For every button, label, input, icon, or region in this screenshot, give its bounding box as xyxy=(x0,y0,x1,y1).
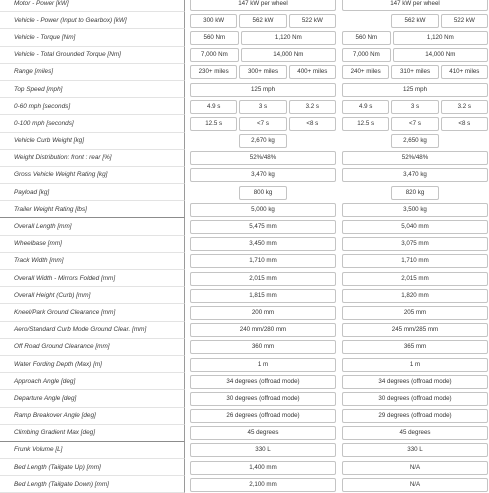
spec-label: Bed Length (Tailgate Down) [mm] xyxy=(0,476,185,493)
spec-row xyxy=(0,47,489,64)
value-cell: 1,820 mm xyxy=(342,289,488,303)
spec-label: Departure Angle [deg] xyxy=(0,390,185,407)
variant-b-values xyxy=(341,390,489,407)
spec-label: Bed Length (Tailgate Up) [mm] xyxy=(0,459,185,476)
value-group xyxy=(341,272,489,286)
spec-row xyxy=(0,442,489,459)
value-group xyxy=(341,340,489,354)
value-cell xyxy=(342,14,389,28)
value-group xyxy=(189,478,337,492)
value-cell: 26 degrees (offroad mode) xyxy=(190,409,336,423)
value-cell: 410+ miles xyxy=(441,65,488,79)
value-cell: 2,100 mm xyxy=(190,478,336,492)
variant-b-values xyxy=(341,115,489,132)
value-cell: 330 L xyxy=(342,443,488,457)
variant-a-values xyxy=(189,236,337,253)
value-group xyxy=(341,289,489,303)
value-group xyxy=(341,65,489,79)
spec-row xyxy=(0,115,489,132)
value-group xyxy=(189,426,337,440)
value-group xyxy=(341,31,489,45)
spec-label: Wheelbase [mm] xyxy=(0,236,185,253)
value-cell: 5,000 kg xyxy=(190,203,336,217)
value-group xyxy=(341,306,489,320)
value-cell: 7,000 Nm xyxy=(342,48,391,62)
variant-b-values xyxy=(341,64,489,81)
value-group xyxy=(341,168,489,182)
value-group xyxy=(189,65,337,79)
value-group xyxy=(341,375,489,389)
value-group xyxy=(189,168,337,182)
variant-b-values xyxy=(341,304,489,321)
variant-b-values xyxy=(341,29,489,46)
spec-row xyxy=(0,287,489,304)
value-group xyxy=(189,100,337,114)
spec-row xyxy=(0,322,489,339)
variant-b-values xyxy=(341,408,489,425)
spec-label: Trailer Weight Rating [lbs] xyxy=(0,201,185,218)
value-cell: 522 kW xyxy=(289,14,336,28)
variant-a-values xyxy=(189,218,337,235)
spec-row xyxy=(0,459,489,476)
spec-row xyxy=(0,184,489,201)
variant-b-values xyxy=(341,81,489,98)
variant-a-values xyxy=(189,476,337,493)
value-cell: 3,500 kg xyxy=(342,203,488,217)
variant-b-values xyxy=(341,167,489,184)
value-cell: 45 degrees xyxy=(342,426,488,440)
value-cell: 330 L xyxy=(190,443,336,457)
value-cell: 3,470 kg xyxy=(190,168,336,182)
variant-a-values xyxy=(189,81,337,98)
spec-label: Top Speed [mph] xyxy=(0,81,185,98)
value-cell: N/A xyxy=(342,478,488,492)
variant-a-values xyxy=(189,408,337,425)
spec-row xyxy=(0,425,489,442)
value-cell: 2,015 mm xyxy=(190,272,336,286)
value-cell: 560 Nm xyxy=(190,31,239,45)
value-group xyxy=(341,323,489,337)
value-cell: 522 kW xyxy=(441,14,488,28)
value-cell: 1,400 mm xyxy=(190,461,336,475)
value-group xyxy=(189,14,337,28)
value-cell: 147 kW per wheel xyxy=(190,0,336,11)
variant-b-values xyxy=(341,150,489,167)
variant-a-values xyxy=(189,390,337,407)
spec-label: Motor - Power [kW] xyxy=(0,0,185,12)
value-cell: N/A xyxy=(342,461,488,475)
value-cell: 230+ miles xyxy=(190,65,237,79)
spec-label: Vehicle - Torque [Nm] xyxy=(0,29,185,46)
value-cell: 34 degrees (offroad mode) xyxy=(342,375,488,389)
value-group xyxy=(189,461,337,475)
spec-label: Weight Distribution: front : rear [%] xyxy=(0,150,185,167)
spec-row xyxy=(0,408,489,425)
spec-row xyxy=(0,167,489,184)
value-cell: <8 s xyxy=(441,117,488,131)
value-cell: 300+ miles xyxy=(239,65,286,79)
variant-a-values xyxy=(189,322,337,339)
value-group xyxy=(341,358,489,372)
variant-b-values xyxy=(341,339,489,356)
value-group xyxy=(189,375,337,389)
value-group xyxy=(189,134,337,148)
spec-label: Aero/Standard Curb Mode Ground Clear. [mm] xyxy=(0,322,185,339)
spec-row xyxy=(0,304,489,321)
value-group xyxy=(189,443,337,457)
spec-label: Vehicle Curb Weight [kg] xyxy=(0,133,185,150)
spec-label: Vehicle - Power (Input to Gearbox) [kW] xyxy=(0,12,185,29)
value-group xyxy=(341,478,489,492)
value-group xyxy=(341,186,489,200)
variant-a-values xyxy=(189,304,337,321)
value-group xyxy=(189,31,337,45)
value-cell: 5,475 mm xyxy=(190,220,336,234)
spec-label: Track Width [mm] xyxy=(0,253,185,270)
value-cell: 245 mm/285 mm xyxy=(342,323,488,337)
spec-row xyxy=(0,339,489,356)
variant-b-values xyxy=(341,425,489,442)
value-group xyxy=(189,409,337,423)
spec-label: Kneel/Park Ground Clearance [mm] xyxy=(0,304,185,321)
variant-a-values xyxy=(189,425,337,442)
value-cell: 200 mm xyxy=(190,306,336,320)
value-group xyxy=(341,48,489,62)
variant-b-values xyxy=(341,218,489,235)
variant-b-values xyxy=(341,201,489,218)
value-cell: 800 kg xyxy=(239,186,287,200)
value-group xyxy=(341,100,489,114)
value-group xyxy=(341,443,489,457)
value-group xyxy=(189,220,337,234)
variant-a-values xyxy=(189,0,337,12)
variant-a-values xyxy=(189,356,337,373)
value-cell: 30 degrees (offroad mode) xyxy=(190,392,336,406)
value-cell: <7 s xyxy=(239,117,286,131)
value-group xyxy=(341,220,489,234)
spec-row xyxy=(0,356,489,373)
spec-label: Payload [kg] xyxy=(0,184,185,201)
value-cell: 3.2 s xyxy=(289,100,336,114)
spec-label: Frunk Volume [L] xyxy=(0,442,185,459)
variant-a-values xyxy=(189,287,337,304)
value-cell: 3 s xyxy=(391,100,438,114)
value-group xyxy=(341,0,489,11)
value-cell: 14,000 Nm xyxy=(241,48,336,62)
spec-label: Gross Vehicle Weight Rating [kg] xyxy=(0,167,185,184)
value-group xyxy=(341,117,489,131)
value-group xyxy=(189,237,337,251)
value-group xyxy=(341,409,489,423)
variant-a-values xyxy=(189,339,337,356)
value-group xyxy=(189,48,337,62)
value-group xyxy=(189,186,337,200)
variant-b-values xyxy=(341,253,489,270)
value-group xyxy=(341,237,489,251)
spec-row xyxy=(0,236,489,253)
variant-b-values xyxy=(341,373,489,390)
variant-a-values xyxy=(189,12,337,29)
value-cell: 12.5 s xyxy=(342,117,389,131)
value-cell: 30 degrees (offroad mode) xyxy=(342,392,488,406)
value-group xyxy=(341,14,489,28)
spec-label: 0-60 mph [seconds] xyxy=(0,98,185,115)
value-group xyxy=(341,426,489,440)
value-cell: 147 kW per wheel xyxy=(342,0,488,11)
spec-label: Overall Width - Mirrors Folded [mm] xyxy=(0,270,185,287)
variant-a-values xyxy=(189,253,337,270)
value-cell: 205 mm xyxy=(342,306,488,320)
value-cell: 52%/48% xyxy=(190,151,336,165)
value-cell: 240 mm/280 mm xyxy=(190,323,336,337)
value-group xyxy=(189,83,337,97)
value-group xyxy=(341,151,489,165)
value-group xyxy=(189,358,337,372)
value-group xyxy=(189,254,337,268)
variant-b-values xyxy=(341,356,489,373)
spec-row xyxy=(0,253,489,270)
value-cell: 1,815 mm xyxy=(190,289,336,303)
variant-a-values xyxy=(189,150,337,167)
value-cell: 360 mm xyxy=(190,340,336,354)
value-group xyxy=(341,134,489,148)
variant-b-values xyxy=(341,476,489,493)
variant-b-values xyxy=(341,0,489,12)
spec-row xyxy=(0,218,489,235)
value-cell: 125 mph xyxy=(342,83,488,97)
value-cell: 1 m xyxy=(190,358,336,372)
variant-a-values xyxy=(189,133,337,150)
value-group xyxy=(189,306,337,320)
value-cell: 562 kW xyxy=(391,14,438,28)
value-cell: 34 degrees (offroad mode) xyxy=(190,375,336,389)
variant-b-values xyxy=(341,98,489,115)
value-group xyxy=(189,340,337,354)
value-cell: 3 s xyxy=(239,100,286,114)
spec-row xyxy=(0,133,489,150)
value-cell: 4.9 s xyxy=(342,100,389,114)
value-cell: 365 mm xyxy=(342,340,488,354)
variant-b-values xyxy=(341,12,489,29)
spec-row xyxy=(0,0,489,12)
value-group xyxy=(189,117,337,131)
spec-row xyxy=(0,390,489,407)
spec-row xyxy=(0,98,489,115)
variant-b-values xyxy=(341,47,489,64)
variant-a-values xyxy=(189,442,337,459)
value-cell: 3,450 mm xyxy=(190,237,336,251)
value-cell: 45 degrees xyxy=(190,426,336,440)
value-cell: <8 s xyxy=(289,117,336,131)
value-group xyxy=(189,203,337,217)
value-group xyxy=(189,0,337,11)
value-group xyxy=(189,392,337,406)
value-cell: 820 kg xyxy=(391,186,439,200)
spec-label: Climbing Gradient Max [deg] xyxy=(0,425,185,442)
variant-b-values xyxy=(341,236,489,253)
variant-a-values xyxy=(189,201,337,218)
value-cell: 3,075 mm xyxy=(342,237,488,251)
value-group xyxy=(189,323,337,337)
variant-b-values xyxy=(341,287,489,304)
spec-row xyxy=(0,373,489,390)
value-cell: 300 kW xyxy=(190,14,237,28)
value-group xyxy=(341,461,489,475)
spec-label: Off Road Ground Clearance [mm] xyxy=(0,339,185,356)
spec-row xyxy=(0,270,489,287)
spec-label: Overall Height (Curb) [mm] xyxy=(0,287,185,304)
spec-label: Approach Angle [deg] xyxy=(0,373,185,390)
value-group xyxy=(341,83,489,97)
spec-label: Range [miles] xyxy=(0,64,185,81)
value-cell: 2,670 kg xyxy=(239,134,287,148)
variant-b-values xyxy=(341,459,489,476)
value-cell: 5,040 mm xyxy=(342,220,488,234)
value-group xyxy=(341,254,489,268)
variant-a-values xyxy=(189,373,337,390)
value-group xyxy=(341,203,489,217)
variant-b-values xyxy=(341,322,489,339)
spec-label: 0-100 mph [seconds] xyxy=(0,115,185,132)
value-group xyxy=(189,289,337,303)
spec-row xyxy=(0,81,489,98)
variant-a-values xyxy=(189,98,337,115)
spec-row xyxy=(0,64,489,81)
value-cell: 2,650 kg xyxy=(391,134,439,148)
value-cell: 3,470 kg xyxy=(342,168,488,182)
value-cell: 2,015 mm xyxy=(342,272,488,286)
spec-label: Vehicle - Total Grounded Torque [Nm] xyxy=(0,47,185,64)
value-cell: 1,120 Nm xyxy=(241,31,336,45)
spec-label: Overall Length [mm] xyxy=(0,218,185,235)
value-cell: 7,000 Nm xyxy=(190,48,239,62)
value-group xyxy=(341,392,489,406)
value-cell: 29 degrees (offroad mode) xyxy=(342,409,488,423)
value-cell: 562 kW xyxy=(239,14,286,28)
value-cell: 1 m xyxy=(342,358,488,372)
variant-b-values xyxy=(341,133,489,150)
value-cell: 1,120 Nm xyxy=(393,31,488,45)
spec-row xyxy=(0,12,489,29)
variant-a-values xyxy=(189,167,337,184)
variant-a-values xyxy=(189,459,337,476)
variant-a-values xyxy=(189,47,337,64)
value-cell: 400+ miles xyxy=(289,65,336,79)
spec-label: Ramp Breakover Angle [deg] xyxy=(0,408,185,425)
spec-row xyxy=(0,201,489,218)
variant-b-values xyxy=(341,270,489,287)
variant-a-values xyxy=(189,184,337,201)
variant-a-values xyxy=(189,270,337,287)
value-cell: 560 Nm xyxy=(342,31,391,45)
value-cell: <7 s xyxy=(391,117,438,131)
variant-b-values xyxy=(341,442,489,459)
value-cell: 3.2 s xyxy=(441,100,488,114)
value-cell: 4.9 s xyxy=(190,100,237,114)
value-cell: 240+ miles xyxy=(342,65,389,79)
value-cell: 125 mph xyxy=(190,83,336,97)
spec-row xyxy=(0,150,489,167)
spec-label: Water Fording Depth (Max) [m] xyxy=(0,356,185,373)
value-cell: 12.5 s xyxy=(190,117,237,131)
spec-row xyxy=(0,29,489,46)
variant-a-values xyxy=(189,64,337,81)
variant-a-values xyxy=(189,29,337,46)
value-cell: 52%/48% xyxy=(342,151,488,165)
value-cell: 14,000 Nm xyxy=(393,48,488,62)
value-group xyxy=(189,272,337,286)
variant-a-values xyxy=(189,115,337,132)
variant-b-values xyxy=(341,184,489,201)
value-cell: 1,710 mm xyxy=(342,254,488,268)
value-cell: 310+ miles xyxy=(391,65,438,79)
value-cell: 1,710 mm xyxy=(190,254,336,268)
spec-row xyxy=(0,476,489,493)
value-group xyxy=(189,151,337,165)
